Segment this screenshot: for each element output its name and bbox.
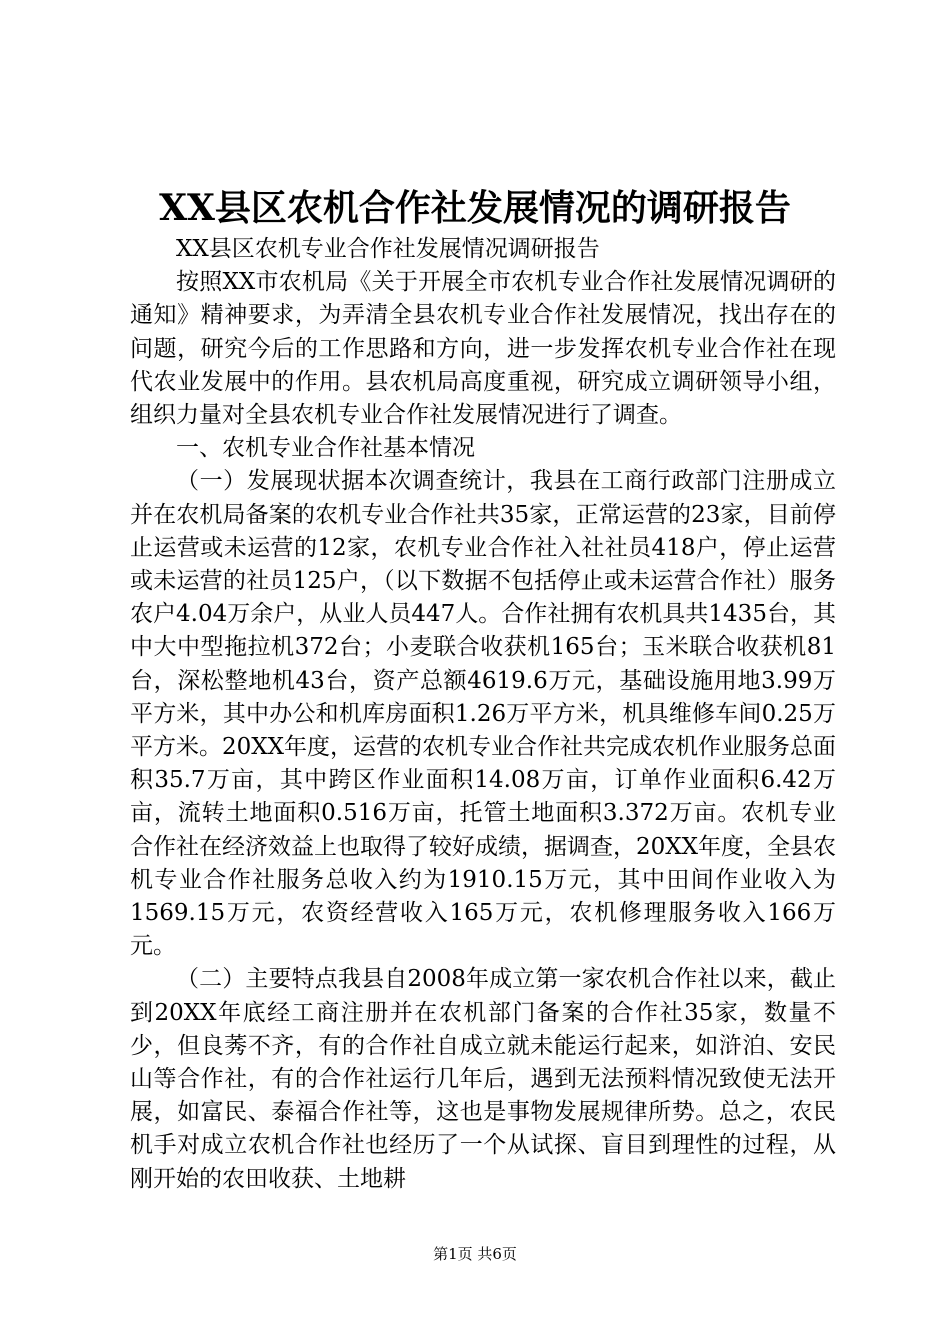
page-footer: 第1页 共6页 xyxy=(433,1245,517,1263)
section-heading: 一、农机专业合作社基本情况 xyxy=(176,435,475,462)
subtitle-paragraph: XX县区农机专业合作社发展情况调研报告 xyxy=(176,236,600,262)
features-paragraph: （二）主要特点我县自2008年成立第一家农机合作社以来，截止到20XX年底经工商注册并在农机部门备案的合作社35家，数量不少，但良莠不齐，有的合作社自成立就未能运行起来，如浒泊、安民山等合作社，有的合作社运行几年后，遇到无法预料情况致使无法开展，如富民、泰福合作社等，这也是事物发展规律所势。总之，农民机手对成立农机合作社也经历了一个从试探、盲目到理性的过程，从刚开始的农田收获、土地耕 xyxy=(130,966,836,1192)
status-paragraph: （一）发展现状据本次调查统计，我县在工商行政部门注册成立并在农机局备案的农机专业合作社共35家，正常运营的23家，目前停止运营或未运营的12家，农机专业合作社入社社员418户，停止运营或未运营的社员125户，（以下数据不包括停止或未运营合作社）服务农户4.04万余户，从业人员447人。合作社拥有农机具共1435台，其中大中型拖拉机372台；小麦联合收获机165台；玉米联合收获机81台，深松整地机43台，资产总额4619.6万元，基础设施用地3.99万平方米，其中办公和机库房面积1.26万平方米，机具维修车间0.25万平方米。20XX年度，运营的农机专业合作社共完成农机作业服务总面积35.7万亩，其中跨区作业面积14.08万亩，订单作业面积6.42万亩，流转土地面积0.516万亩，托管土地面积3.372万亩。农机专业合作社在经济效益上也取得了较好成绩，据调查，20XX年度，全县农机专业合作社服务总收入约为1910.15万元，其中田间作业收入为1569.15万元，农资经营收入165万元，农机修理服务收入166万元。 xyxy=(130,468,837,960)
intro-paragraph: 按照XX市农机局《关于开展全市农机专业合作社发展情况调研的通知》精神要求，为弄清全县农机专业合作社发展情况，找出存在的问题，研究今后的工作思路和方向，进一步发挥农机专业合作社在现代农业发展中的作用。县农机局高度重视，研究成立调研领导小组，组织力量对全县农机专业合作社发展情况进行了调查。 xyxy=(130,269,836,429)
document-title: XX县区农机合作社发展情况的调研报告 xyxy=(159,187,791,229)
document-body xyxy=(130,233,836,1196)
